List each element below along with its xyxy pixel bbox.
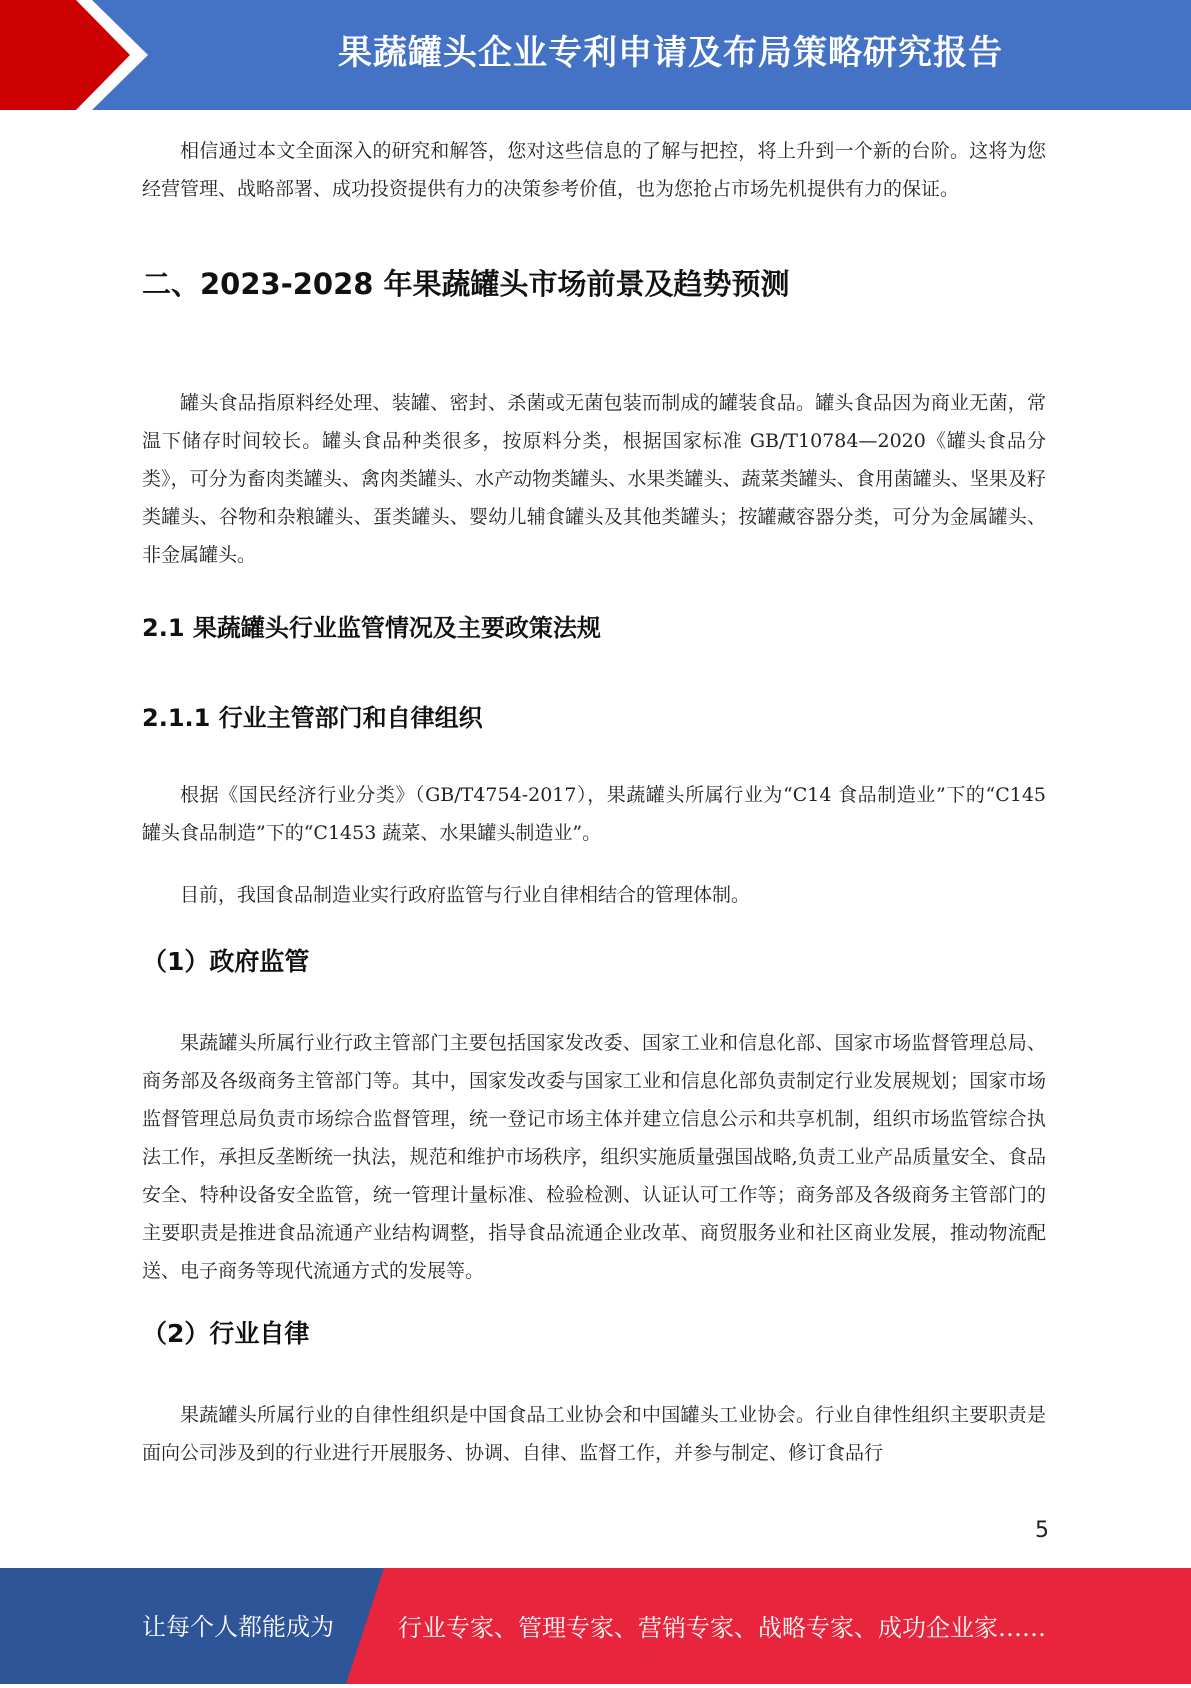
industry-self-regulation-paragraph: 果蔬罐头所属行业的自律性组织是中国食品工业协会和中国罐头工业协会。行业自律性组织主要职责是面向公司涉及到的行业进行开展服务、协调、自律、监督工作，并参与制定、修订食品行 bbox=[142, 1404, 1046, 1464]
footer-slogan-right: 行业专家、管理专家、营销专家、战略专家、成功企业家…… bbox=[398, 1614, 1046, 1642]
header-chevron-decoration bbox=[0, 0, 160, 110]
footer-slogan-left: 让每个人都能成为 bbox=[142, 1613, 334, 1641]
section-heading: 二、2023-2028 年果蔬罐头市场前景及趋势预测 bbox=[142, 267, 790, 301]
subsection-heading: 2.1 果蔬罐头行业监管情况及主要政策法规 bbox=[142, 614, 601, 642]
government-regulation-heading: （1）政府监管 bbox=[142, 947, 310, 976]
report-title: 果蔬罐头企业专利申请及布局策略研究报告 bbox=[338, 33, 1003, 73]
classification-paragraph: 根据《国民经济行业分类》（GB/T4754-2017），果蔬罐头所属行业为“C14 食品制造业”下的“C145 罐头食品制造”下的“C1453 蔬菜、水果罐头制造业”。 bbox=[142, 784, 1046, 844]
government-regulation-paragraph: 果蔬罐头所属行业行政主管部门主要包括国家发改委、国家工业和信息化部、国家市场监督管理总局、商务部及各级商务主管部门等。其中，国家发改委与国家工业和信息化部负责制定行业发展规划；国家市场监督管理总局负责市场综合监督管理，统一登记市场主体并建立信息公示和共享机制，组织市场监管综合执法工作，承担反垄断统一执法，规范和维护市场秩序，组织实施质量强国战略,负责工业产品质量安全、食品安全、特种设备安全监管，统一管理计量标准、检验检测、认证认可工作等；商务部及各级商务主管部门的主要职责是推进食品流通产业结构调整，指导食品流通企业改革、商贸服务业和社区商业发展，推动物流配送、电子商务等现代流通方式的发展等。 bbox=[142, 1032, 1046, 1282]
definition-paragraph: 罐头食品指原料经处理、装罐、密封、杀菌或无菌包装而制成的罐装食品。罐头食品因为商业无菌，常温下储存时间较长。罐头食品种类很多，按原料分类，根据国家标准 GB/T10784—2020《罐头食品分类》，可分为畜肉类罐头、禽肉类罐头、水产动物类罐头、水果类罐头、蔬菜类罐头、食用菌罐头、坚果及籽类罐头、谷物和杂粮罐头、蛋类罐头、婴幼儿辅食罐头及其他类罐头；按罐藏容器分类，可分为金属罐头、非金属罐头。 bbox=[142, 392, 1046, 566]
page-number: 5 bbox=[1035, 1518, 1049, 1543]
intro-paragraph: 相信通过本文全面深入的研究和解答，您对这些信息的了解与把控，将上升到一个新的台阶。这将为您经营管理、战略部署、成功投资提供有力的决策参考价值，也为您抢占市场先机提供有力的保证。 bbox=[142, 140, 1046, 200]
management-system-paragraph: 目前，我国食品制造业实行政府监管与行业自律相结合的管理体制。 bbox=[180, 884, 751, 906]
footer-banner bbox=[0, 1568, 1191, 1684]
page-content bbox=[142, 132, 1046, 1472]
industry-self-regulation-heading: （2）行业自律 bbox=[142, 1319, 310, 1348]
subsubsection-heading: 2.1.1 行业主管部门和自律组织 bbox=[142, 704, 483, 732]
header-banner bbox=[0, 0, 1191, 110]
